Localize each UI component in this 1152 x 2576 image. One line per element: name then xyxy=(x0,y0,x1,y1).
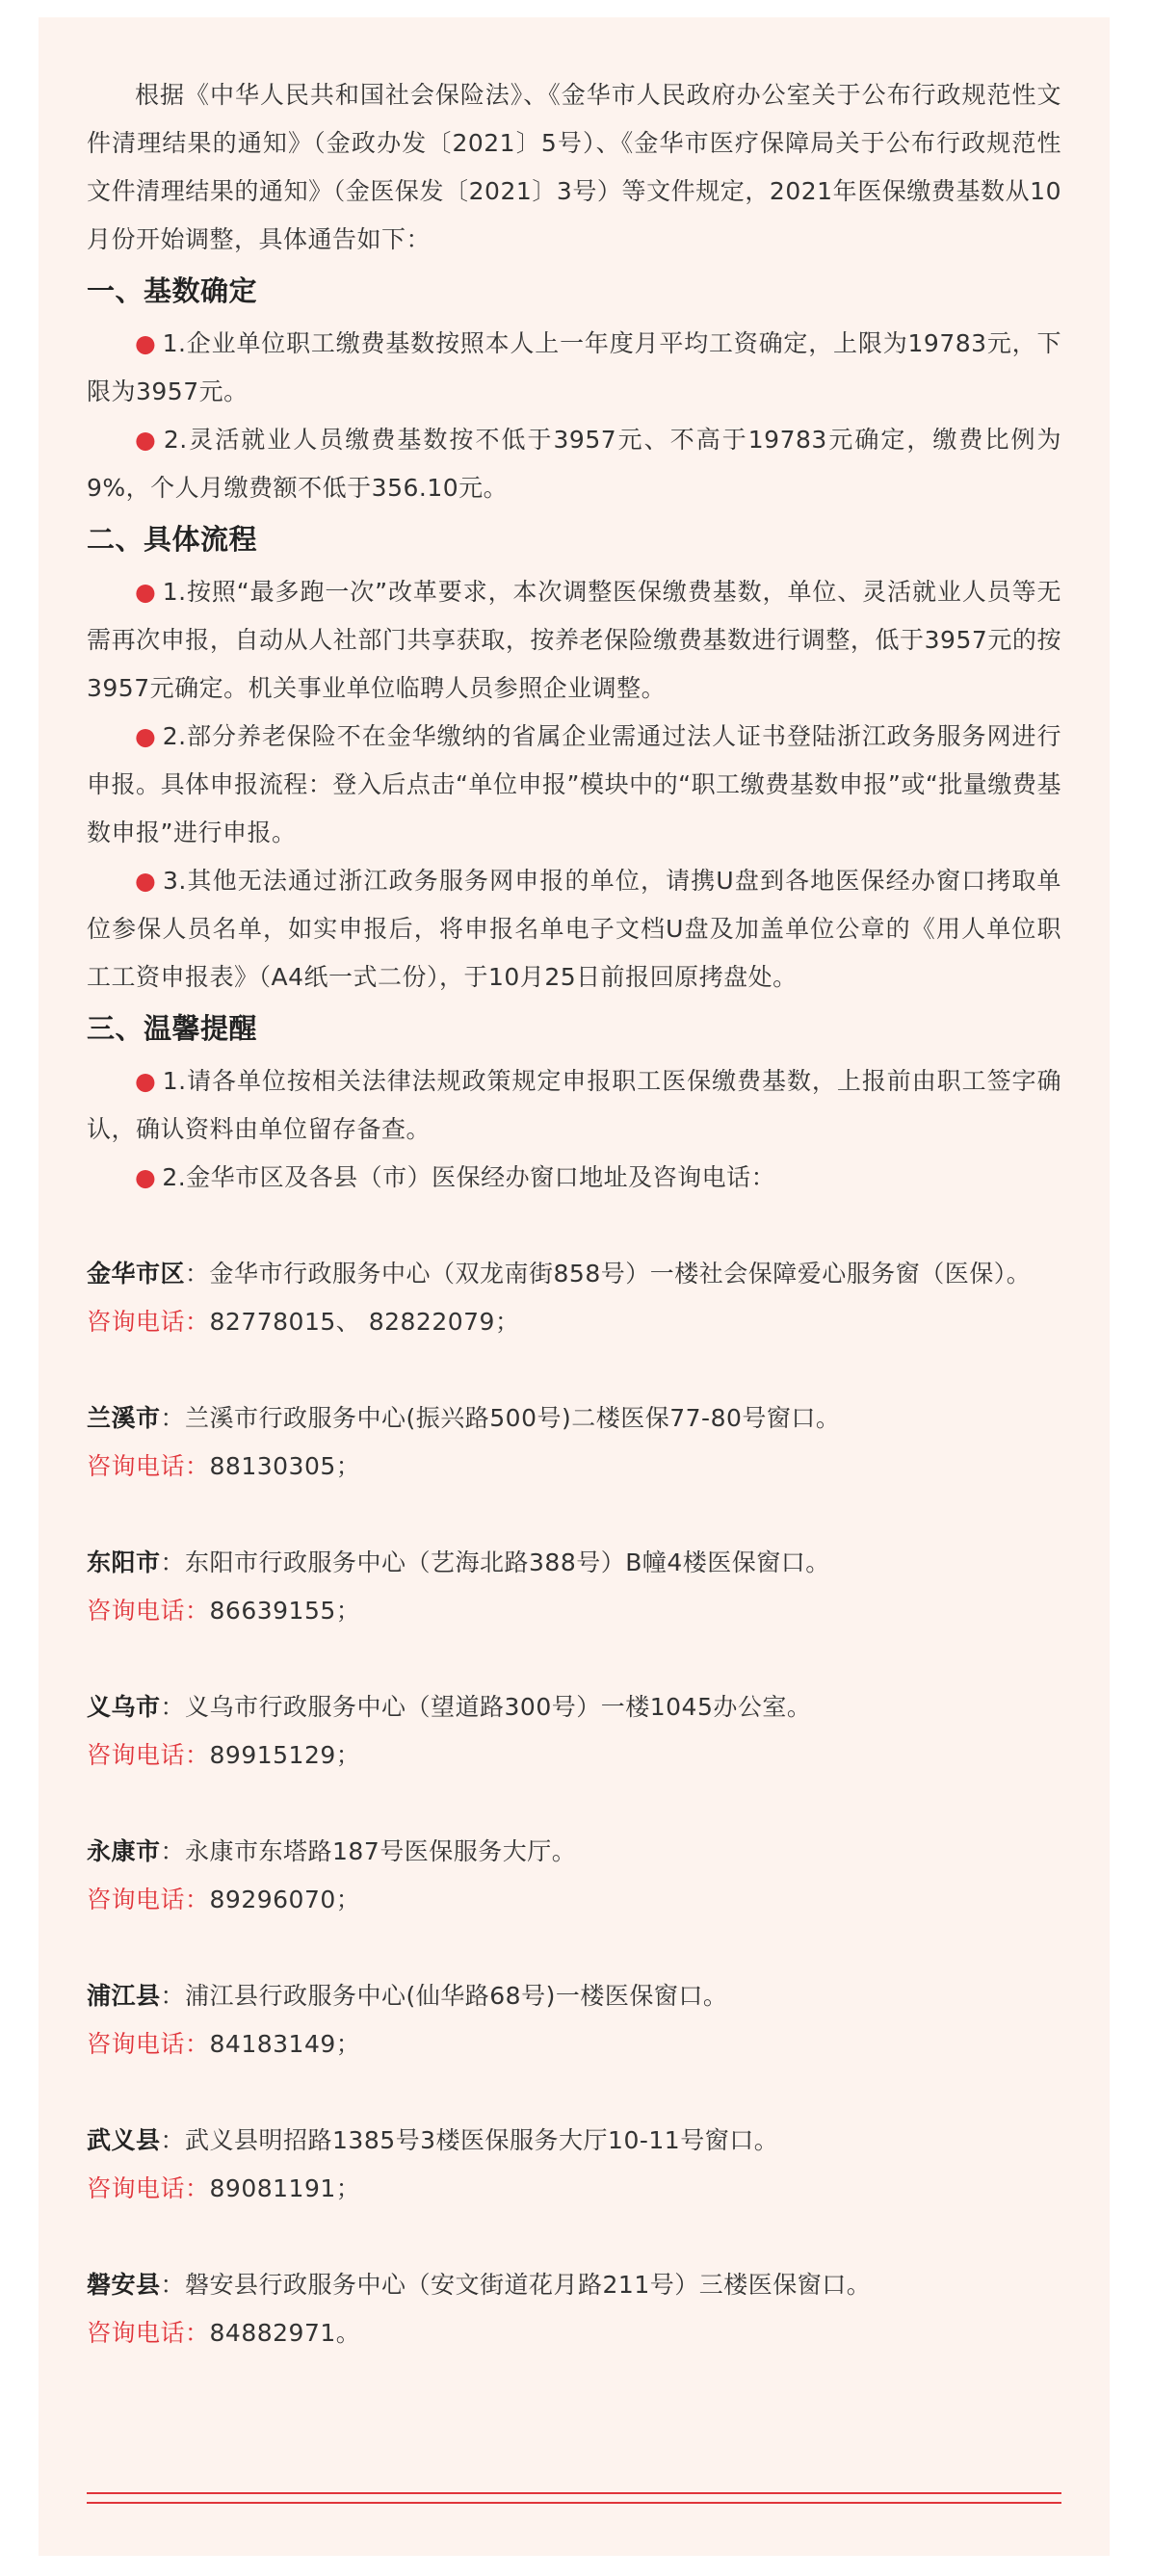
office-block xyxy=(87,2117,1061,2213)
office-phone xyxy=(87,2309,1061,2357)
office-block xyxy=(87,1828,1061,1924)
office-block xyxy=(87,1250,1061,1346)
phone-label: 咨询电话： xyxy=(87,1741,210,1769)
list-item xyxy=(87,713,1061,857)
list-item xyxy=(87,320,1061,416)
list-item xyxy=(87,568,1061,713)
office-city: 武义县 xyxy=(87,2126,161,2154)
bullet-icon: ● xyxy=(135,329,157,357)
phone-label: 咨询电话： xyxy=(87,1597,210,1625)
phone-label: 咨询电话： xyxy=(87,2174,210,2202)
office-address-text: ：义乌市行政服务中心（望道路300号）一楼1045办公室。 xyxy=(160,1693,812,1721)
office-city: 金华市区 xyxy=(87,1260,186,1288)
office-address-text: ：东阳市行政服务中心（艺海北路388号）B幢4楼医保窗口。 xyxy=(160,1548,830,1576)
office-phone xyxy=(87,2020,1061,2069)
notice-content xyxy=(87,71,1061,2357)
bullet-icon: ● xyxy=(135,722,157,750)
section-title-base: 一、基数确定 xyxy=(87,274,258,307)
phone-number: 84882971。 xyxy=(209,2319,361,2347)
divider-line xyxy=(87,2502,1061,2504)
office-block xyxy=(87,1972,1061,2069)
list-item-text: 1.请各单位按相关法律法规政策规定申报职工医保缴费基数，上报前由职工签字确认，确认资料由单位留存备查。 xyxy=(87,1067,1061,1143)
bullet-icon: ● xyxy=(135,1163,157,1191)
divider-line xyxy=(87,2492,1061,2494)
office-address-text: ：兰溪市行政服务中心(振兴路500号)二楼医保77-80号窗口。 xyxy=(160,1404,841,1432)
phone-label: 咨询电话： xyxy=(87,1886,210,1913)
list-item xyxy=(87,857,1061,1002)
office-address-text: ：永康市东塔路187号医保服务大厅。 xyxy=(160,1837,577,1865)
bullet-icon: ● xyxy=(135,578,157,606)
list-item-text: 2.灵活就业人员缴费基数按不低于3957元、不高于19783元确定，缴费比例为9%，个人月缴费额不低于356.10元。 xyxy=(87,426,1061,502)
section-title-process: 二、具体流程 xyxy=(87,523,258,556)
bullet-icon: ● xyxy=(135,867,157,895)
office-address xyxy=(87,1972,1061,2020)
list-item-text: 3.其他无法通过浙江政务服务网申报的单位，请携U盘到各地医保经办窗口拷取单位参保人员名单，如实申报后，将申报名单电子文档U盘及加盖单位公章的《用人单位职工工资申报表》（A4纸一式二份），于10月25日前报回原拷盘处。 xyxy=(87,867,1061,991)
office-block xyxy=(87,2261,1061,2357)
list-item xyxy=(87,1154,1061,1202)
list-item-text: 2.部分养老保险不在金华缴纳的省属企业需通过法人证书登陆浙江政务服务网进行申报。具体申报流程：登入后点击“单位申报”模块中的“职工缴费基数申报”或“批量缴费基数申报”进行申报。 xyxy=(87,722,1061,846)
office-address xyxy=(87,1250,1061,1298)
phone-label: 咨询电话： xyxy=(87,2319,210,2347)
office-address-text: ：磐安县行政服务中心（安文街道花月路211号）三楼医保窗口。 xyxy=(160,2271,872,2299)
office-city: 磐安县 xyxy=(87,2271,161,2299)
office-phone xyxy=(87,2165,1061,2213)
office-block xyxy=(87,1683,1061,1780)
office-city: 永康市 xyxy=(87,1837,161,1865)
section-title-reminder: 三、温馨提醒 xyxy=(87,1012,258,1045)
office-city: 浦江县 xyxy=(87,1982,161,2010)
phone-number: 84183149； xyxy=(209,2030,361,2058)
office-phone xyxy=(87,1298,1061,1346)
office-address xyxy=(87,2261,1061,2309)
notice-card xyxy=(39,17,1110,2556)
phone-number: 88130305； xyxy=(209,1452,361,1480)
phone-number: 89081191； xyxy=(209,2174,361,2202)
list-item-text: 1.按照“最多跑一次”改革要求，本次调整医保缴费基数，单位、灵活就业人员等无需再次申报，自动从人社部门共享获取，按养老保险缴费基数进行调整，低于3957元的按3957元确定。机关事业单位临聘人员参照企业调整。 xyxy=(87,578,1061,702)
office-address-text: ：金华市行政服务中心（双龙南街858号）一楼社会保障爱心服务窗（医保）。 xyxy=(185,1260,1032,1288)
office-block xyxy=(87,1394,1061,1491)
office-city: 兰溪市 xyxy=(87,1404,161,1432)
phone-number: 89915129； xyxy=(209,1741,361,1769)
list-item-text: 2.金华市区及各县（市）医保经办窗口地址及咨询电话： xyxy=(162,1163,776,1191)
office-address xyxy=(87,1683,1061,1731)
intro-paragraph: 根据《中华人民共和国社会保险法》、《金华市人民政府办公室关于公布行政规范性文件清理结果的通知》（金政办发〔2021〕5号）、《金华市医疗保障局关于公布行政规范性文件清理结果的通知》（金医保发〔2021〕3号）等文件规定，2021年医保缴费基数从10月份开始调整，具体通告如下： xyxy=(87,81,1061,253)
list-item xyxy=(87,1057,1061,1154)
office-city: 东阳市 xyxy=(87,1548,161,1576)
office-address-text: ：浦江县行政服务中心(仙华路68号)一楼医保窗口。 xyxy=(160,1982,728,2010)
bullet-icon: ● xyxy=(135,1067,157,1095)
list-item xyxy=(87,416,1061,512)
office-phone xyxy=(87,1587,1061,1635)
phone-label: 咨询电话： xyxy=(87,1308,210,1336)
office-address xyxy=(87,2117,1061,2165)
office-address xyxy=(87,1828,1061,1876)
list-item-text: 1.企业单位职工缴费基数按照本人上一年度月平均工资确定，上限为19783元，下限为3957元。 xyxy=(87,329,1061,405)
office-phone xyxy=(87,1876,1061,1924)
phone-label: 咨询电话： xyxy=(87,2030,210,2058)
phone-number: 82778015、 82822079； xyxy=(209,1308,520,1336)
office-phone xyxy=(87,1731,1061,1780)
office-address-text: ：武义县明招路1385号3楼医保服务大厅10-11号窗口。 xyxy=(160,2126,779,2154)
phone-number: 86639155； xyxy=(209,1597,361,1625)
phone-number: 89296070； xyxy=(209,1886,361,1913)
bullet-icon: ● xyxy=(135,426,158,454)
office-block xyxy=(87,1539,1061,1635)
office-city: 义乌市 xyxy=(87,1693,161,1721)
phone-label: 咨询电话： xyxy=(87,1452,210,1480)
office-phone xyxy=(87,1443,1061,1491)
office-address xyxy=(87,1539,1061,1587)
office-address xyxy=(87,1394,1061,1443)
